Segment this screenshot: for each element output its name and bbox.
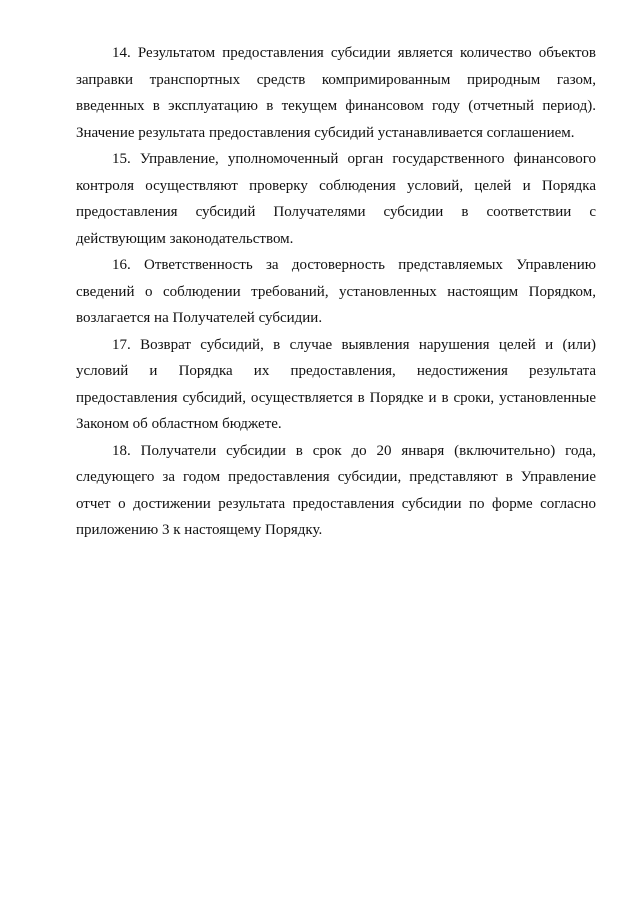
- document-body: [76, 40, 596, 544]
- paragraph-17: 17. Возврат субсидий, в случае выявления нарушения целей и (или) условий и Порядка их предоставления, недостижения результата предоставления субсидий, осуществляется в Порядке и в сроки, установленные Законом об областном бюджете.: [76, 336, 596, 432]
- paragraph-14: 14. Результатом предоставления субсидии является количество объектов заправки транспортных средств компримированным природным газом, введенных в эксплуатацию в текущем финансовом году (отчетный период). Значение результата предоставления субсидий устанавливается соглашением.: [76, 45, 596, 141]
- paragraph-15: 15. Управление, уполномоченный орган государственного финансового контроля осуществляют проверку соблюдения условий, целей и Порядка предоставления субсидий Получателями субсидии в соответствии с действующим законодательством.: [76, 151, 596, 247]
- paragraph-18: 18. Получатели субсидии в срок до 20 января (включительно) года, следующего за годом предоставления субсидии, представляют в Управление отчет о достижении результата предоставления субсидии по форме согласно приложению 3 к настоящему Порядку.: [76, 442, 596, 538]
- paragraph-16: 16. Ответственность за достоверность представляемых Управлению сведений о соблюдении требований, установленных настоящим Порядком, возлагается на Получателей субсидии.: [76, 257, 596, 326]
